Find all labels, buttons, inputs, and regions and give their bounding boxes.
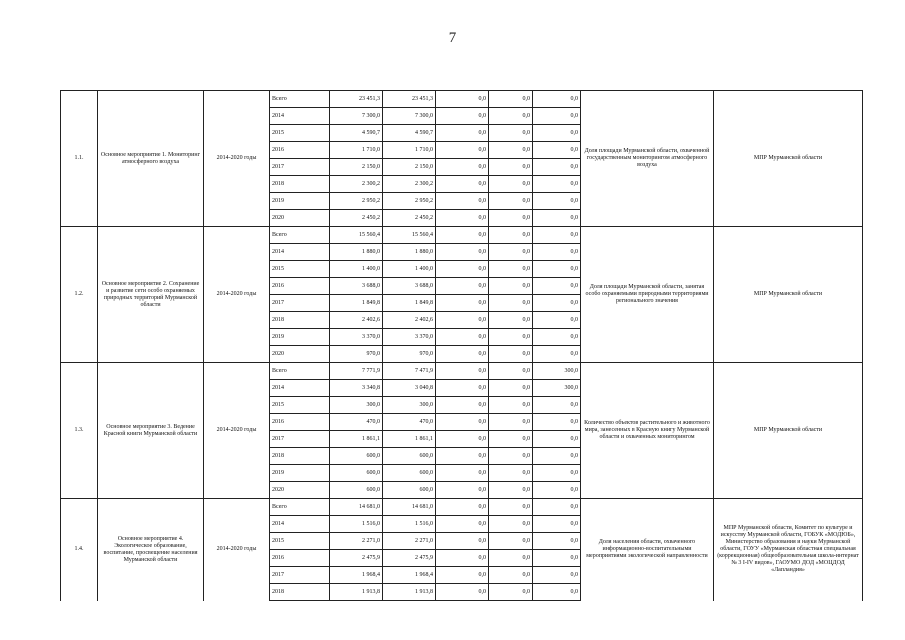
cell-regional-budget: 15 560,4 bbox=[383, 227, 436, 244]
cell-local-budget: 0,0 bbox=[489, 431, 533, 448]
cell-total: 7 771,9 bbox=[330, 363, 383, 380]
cell-other-sources: 0,0 bbox=[533, 278, 581, 295]
cell-federal-budget: 0,0 bbox=[436, 448, 489, 465]
cell-total: 1 861,1 bbox=[330, 431, 383, 448]
cell-activity-name: Основное мероприятие 2. Сохранение и развитие сети особо охраняемых природных территорий Мурманской области bbox=[98, 227, 204, 363]
cell-other-sources: 0,0 bbox=[533, 431, 581, 448]
cell-local-budget: 0,0 bbox=[489, 550, 533, 567]
cell-federal-budget: 0,0 bbox=[436, 329, 489, 346]
cell-activity-number: 1.1. bbox=[61, 91, 98, 227]
cell-federal-budget: 0,0 bbox=[436, 159, 489, 176]
cell-executor: МПР Мурманской области bbox=[714, 363, 863, 499]
cell-local-budget: 0,0 bbox=[489, 91, 533, 108]
cell-year: 2017 bbox=[270, 431, 330, 448]
cell-other-sources: 0,0 bbox=[533, 125, 581, 142]
cell-year: Всего bbox=[270, 91, 330, 108]
cell-total: 7 300,0 bbox=[330, 108, 383, 125]
cell-other-sources: 0,0 bbox=[533, 550, 581, 567]
cell-year: 2016 bbox=[270, 550, 330, 567]
table-row bbox=[61, 363, 863, 380]
cell-other-sources: 0,0 bbox=[533, 312, 581, 329]
cell-local-budget: 0,0 bbox=[489, 567, 533, 584]
cell-total: 600,0 bbox=[330, 482, 383, 499]
cell-local-budget: 0,0 bbox=[489, 516, 533, 533]
cell-year: 2020 bbox=[270, 346, 330, 363]
cell-other-sources: 300,0 bbox=[533, 363, 581, 380]
cell-federal-budget: 0,0 bbox=[436, 550, 489, 567]
cell-regional-budget: 7 300,0 bbox=[383, 108, 436, 125]
cell-year: 2018 bbox=[270, 584, 330, 601]
cell-year: Всего bbox=[270, 499, 330, 516]
cell-total: 3 370,0 bbox=[330, 329, 383, 346]
cell-year: 2017 bbox=[270, 295, 330, 312]
cell-other-sources: 0,0 bbox=[533, 397, 581, 414]
cell-federal-budget: 0,0 bbox=[436, 108, 489, 125]
cell-total: 15 560,4 bbox=[330, 227, 383, 244]
cell-activity-name: Основное мероприятие 1. Мониторинг атмосферного воздуха bbox=[98, 91, 204, 227]
table-row bbox=[61, 499, 863, 516]
cell-total: 23 451,3 bbox=[330, 91, 383, 108]
cell-local-budget: 0,0 bbox=[489, 108, 533, 125]
cell-local-budget: 0,0 bbox=[489, 584, 533, 601]
cell-total: 2 402,6 bbox=[330, 312, 383, 329]
cell-local-budget: 0,0 bbox=[489, 176, 533, 193]
page-number: 7 bbox=[448, 30, 457, 46]
cell-regional-budget: 3 370,0 bbox=[383, 329, 436, 346]
cell-federal-budget: 0,0 bbox=[436, 363, 489, 380]
cell-other-sources: 0,0 bbox=[533, 227, 581, 244]
cell-local-budget: 0,0 bbox=[489, 329, 533, 346]
cell-local-budget: 0,0 bbox=[489, 397, 533, 414]
cell-year: 2015 bbox=[270, 533, 330, 550]
cell-local-budget: 0,0 bbox=[489, 312, 533, 329]
program-activities-table bbox=[60, 90, 863, 601]
cell-other-sources: 0,0 bbox=[533, 533, 581, 550]
cell-year: 2016 bbox=[270, 278, 330, 295]
cell-federal-budget: 0,0 bbox=[436, 431, 489, 448]
cell-local-budget: 0,0 bbox=[489, 499, 533, 516]
cell-year: 2018 bbox=[270, 312, 330, 329]
cell-regional-budget: 1 861,1 bbox=[383, 431, 436, 448]
cell-period: 2014-2020 годы bbox=[204, 363, 270, 499]
cell-federal-budget: 0,0 bbox=[436, 193, 489, 210]
cell-local-budget: 0,0 bbox=[489, 210, 533, 227]
cell-regional-budget: 2 402,6 bbox=[383, 312, 436, 329]
cell-regional-budget: 2 450,2 bbox=[383, 210, 436, 227]
cell-local-budget: 0,0 bbox=[489, 227, 533, 244]
cell-federal-budget: 0,0 bbox=[436, 176, 489, 193]
cell-regional-budget: 970,0 bbox=[383, 346, 436, 363]
cell-activity-number: 1.4. bbox=[61, 499, 98, 601]
cell-regional-budget: 23 451,3 bbox=[383, 91, 436, 108]
cell-regional-budget: 1 516,0 bbox=[383, 516, 436, 533]
cell-other-sources: 0,0 bbox=[533, 193, 581, 210]
cell-total: 2 950,2 bbox=[330, 193, 383, 210]
cell-other-sources: 0,0 bbox=[533, 91, 581, 108]
cell-other-sources: 0,0 bbox=[533, 584, 581, 601]
cell-period: 2014-2020 годы bbox=[204, 227, 270, 363]
cell-other-sources: 0,0 bbox=[533, 295, 581, 312]
cell-federal-budget: 0,0 bbox=[436, 244, 489, 261]
cell-other-sources: 0,0 bbox=[533, 516, 581, 533]
cell-federal-budget: 0,0 bbox=[436, 210, 489, 227]
cell-total: 1 913,8 bbox=[330, 584, 383, 601]
cell-year: 2014 bbox=[270, 244, 330, 261]
cell-regional-budget: 3 040,8 bbox=[383, 380, 436, 397]
cell-year: 2014 bbox=[270, 380, 330, 397]
cell-local-budget: 0,0 bbox=[489, 448, 533, 465]
cell-total: 3 688,0 bbox=[330, 278, 383, 295]
cell-year: 2015 bbox=[270, 125, 330, 142]
cell-regional-budget: 14 681,0 bbox=[383, 499, 436, 516]
cell-year: Всего bbox=[270, 227, 330, 244]
cell-federal-budget: 0,0 bbox=[436, 516, 489, 533]
cell-other-sources: 0,0 bbox=[533, 414, 581, 431]
cell-total: 1 516,0 bbox=[330, 516, 383, 533]
cell-indicator: Доля площади Мурманской области, охваченной государственным мониторингом атмосферного воздуха bbox=[581, 91, 714, 227]
cell-federal-budget: 0,0 bbox=[436, 499, 489, 516]
cell-federal-budget: 0,0 bbox=[436, 567, 489, 584]
cell-year: 2017 bbox=[270, 159, 330, 176]
cell-local-budget: 0,0 bbox=[489, 363, 533, 380]
cell-regional-budget: 2 475,9 bbox=[383, 550, 436, 567]
cell-regional-budget: 600,0 bbox=[383, 482, 436, 499]
cell-federal-budget: 0,0 bbox=[436, 312, 489, 329]
cell-federal-budget: 0,0 bbox=[436, 261, 489, 278]
cell-federal-budget: 0,0 bbox=[436, 227, 489, 244]
cell-year: 2015 bbox=[270, 397, 330, 414]
cell-total: 2 450,2 bbox=[330, 210, 383, 227]
cell-year: 2019 bbox=[270, 465, 330, 482]
cell-regional-budget: 1 880,0 bbox=[383, 244, 436, 261]
cell-federal-budget: 0,0 bbox=[436, 278, 489, 295]
cell-activity-name: Основное мероприятие 4. Экологическое образование, воспитание, просвещение населения Мурманской области bbox=[98, 499, 204, 601]
cell-regional-budget: 3 688,0 bbox=[383, 278, 436, 295]
cell-local-budget: 0,0 bbox=[489, 414, 533, 431]
cell-regional-budget: 2 300,2 bbox=[383, 176, 436, 193]
cell-year: 2019 bbox=[270, 193, 330, 210]
cell-year: 2016 bbox=[270, 414, 330, 431]
cell-period: 2014-2020 годы bbox=[204, 91, 270, 227]
cell-federal-budget: 0,0 bbox=[436, 397, 489, 414]
cell-regional-budget: 600,0 bbox=[383, 448, 436, 465]
cell-regional-budget: 1 710,0 bbox=[383, 142, 436, 159]
cell-regional-budget: 7 471,9 bbox=[383, 363, 436, 380]
cell-other-sources: 0,0 bbox=[533, 108, 581, 125]
cell-activity-number: 1.2. bbox=[61, 227, 98, 363]
cell-total: 600,0 bbox=[330, 465, 383, 482]
cell-year: 2016 bbox=[270, 142, 330, 159]
cell-total: 2 271,0 bbox=[330, 533, 383, 550]
cell-indicator: Количество объектов растительного и животного мира, занесенных в Красную книгу Мурманской области и охваченных мониторингом bbox=[581, 363, 714, 499]
cell-year: 2020 bbox=[270, 210, 330, 227]
cell-other-sources: 0,0 bbox=[533, 465, 581, 482]
cell-regional-budget: 1 400,0 bbox=[383, 261, 436, 278]
table-row bbox=[61, 227, 863, 244]
cell-other-sources: 0,0 bbox=[533, 567, 581, 584]
cell-regional-budget: 4 590,7 bbox=[383, 125, 436, 142]
cell-year: 2014 bbox=[270, 516, 330, 533]
cell-local-budget: 0,0 bbox=[489, 533, 533, 550]
cell-period: 2014-2020 годы bbox=[204, 499, 270, 601]
cell-year: 2015 bbox=[270, 261, 330, 278]
cell-other-sources: 0,0 bbox=[533, 499, 581, 516]
cell-other-sources: 0,0 bbox=[533, 159, 581, 176]
cell-total: 2 300,2 bbox=[330, 176, 383, 193]
cell-federal-budget: 0,0 bbox=[436, 465, 489, 482]
table-body bbox=[61, 91, 863, 601]
cell-total: 1 849,8 bbox=[330, 295, 383, 312]
cell-federal-budget: 0,0 bbox=[436, 414, 489, 431]
cell-executor: МПР Мурманской области, Комитет по культуре и искусству Мурманской области, ГОБУК «МОДЮБ», Министерство образования и науки Мурманской области, ГОУУ «Мурманская областная специальная (коррекционная) общеобразовательная школа-интернат № 3 I-IV видов», ГАОУМО ДОД «МОЦДОД «Лапландия» bbox=[714, 499, 863, 601]
cell-local-budget: 0,0 bbox=[489, 193, 533, 210]
cell-total: 1 400,0 bbox=[330, 261, 383, 278]
cell-regional-budget: 2 150,0 bbox=[383, 159, 436, 176]
cell-regional-budget: 2 950,2 bbox=[383, 193, 436, 210]
cell-total: 1 968,4 bbox=[330, 567, 383, 584]
cell-other-sources: 0,0 bbox=[533, 142, 581, 159]
cell-local-budget: 0,0 bbox=[489, 295, 533, 312]
cell-total: 600,0 bbox=[330, 448, 383, 465]
cell-federal-budget: 0,0 bbox=[436, 482, 489, 499]
cell-other-sources: 0,0 bbox=[533, 482, 581, 499]
cell-local-budget: 0,0 bbox=[489, 159, 533, 176]
cell-regional-budget: 300,0 bbox=[383, 397, 436, 414]
cell-total: 2 150,0 bbox=[330, 159, 383, 176]
cell-local-budget: 0,0 bbox=[489, 278, 533, 295]
cell-year: 2020 bbox=[270, 482, 330, 499]
cell-year: 2019 bbox=[270, 329, 330, 346]
cell-local-budget: 0,0 bbox=[489, 125, 533, 142]
cell-indicator: Доля площади Мурманской области, занятая особо охраняемыми природными территориями регионального значения bbox=[581, 227, 714, 363]
cell-federal-budget: 0,0 bbox=[436, 91, 489, 108]
cell-federal-budget: 0,0 bbox=[436, 380, 489, 397]
cell-activity-number: 1.3. bbox=[61, 363, 98, 499]
cell-other-sources: 300,0 bbox=[533, 380, 581, 397]
cell-year: 2017 bbox=[270, 567, 330, 584]
cell-total: 2 475,9 bbox=[330, 550, 383, 567]
cell-local-budget: 0,0 bbox=[489, 261, 533, 278]
cell-total: 4 590,7 bbox=[330, 125, 383, 142]
cell-federal-budget: 0,0 bbox=[436, 125, 489, 142]
cell-regional-budget: 1 849,8 bbox=[383, 295, 436, 312]
cell-regional-budget: 2 271,0 bbox=[383, 533, 436, 550]
table-row bbox=[61, 91, 863, 108]
cell-regional-budget: 1 968,4 bbox=[383, 567, 436, 584]
cell-local-budget: 0,0 bbox=[489, 346, 533, 363]
cell-local-budget: 0,0 bbox=[489, 380, 533, 397]
cell-other-sources: 0,0 bbox=[533, 244, 581, 261]
cell-indicator: Доля населения области, охваченного информационно-воспитательными мероприятиями экологической направленности bbox=[581, 499, 714, 601]
cell-total: 1 880,0 bbox=[330, 244, 383, 261]
cell-local-budget: 0,0 bbox=[489, 465, 533, 482]
cell-federal-budget: 0,0 bbox=[436, 142, 489, 159]
cell-activity-name: Основное мероприятие 3. Ведение Красной книги Мурманской области bbox=[98, 363, 204, 499]
cell-total: 470,0 bbox=[330, 414, 383, 431]
cell-year: 2018 bbox=[270, 448, 330, 465]
cell-year: Всего bbox=[270, 363, 330, 380]
cell-federal-budget: 0,0 bbox=[436, 346, 489, 363]
cell-other-sources: 0,0 bbox=[533, 346, 581, 363]
cell-regional-budget: 470,0 bbox=[383, 414, 436, 431]
cell-other-sources: 0,0 bbox=[533, 448, 581, 465]
cell-year: 2018 bbox=[270, 176, 330, 193]
cell-regional-budget: 600,0 bbox=[383, 465, 436, 482]
cell-total: 3 340,8 bbox=[330, 380, 383, 397]
cell-local-budget: 0,0 bbox=[489, 482, 533, 499]
cell-federal-budget: 0,0 bbox=[436, 295, 489, 312]
cell-total: 970,0 bbox=[330, 346, 383, 363]
cell-total: 300,0 bbox=[330, 397, 383, 414]
cell-executor: МПР Мурманской области bbox=[714, 91, 863, 227]
cell-executor: МПР Мурманской области bbox=[714, 227, 863, 363]
cell-federal-budget: 0,0 bbox=[436, 533, 489, 550]
cell-total: 14 681,0 bbox=[330, 499, 383, 516]
cell-other-sources: 0,0 bbox=[533, 210, 581, 227]
cell-total: 1 710,0 bbox=[330, 142, 383, 159]
cell-federal-budget: 0,0 bbox=[436, 584, 489, 601]
cell-year: 2014 bbox=[270, 108, 330, 125]
cell-other-sources: 0,0 bbox=[533, 329, 581, 346]
cell-other-sources: 0,0 bbox=[533, 176, 581, 193]
cell-local-budget: 0,0 bbox=[489, 244, 533, 261]
cell-local-budget: 0,0 bbox=[489, 142, 533, 159]
cell-regional-budget: 1 913,8 bbox=[383, 584, 436, 601]
cell-other-sources: 0,0 bbox=[533, 261, 581, 278]
